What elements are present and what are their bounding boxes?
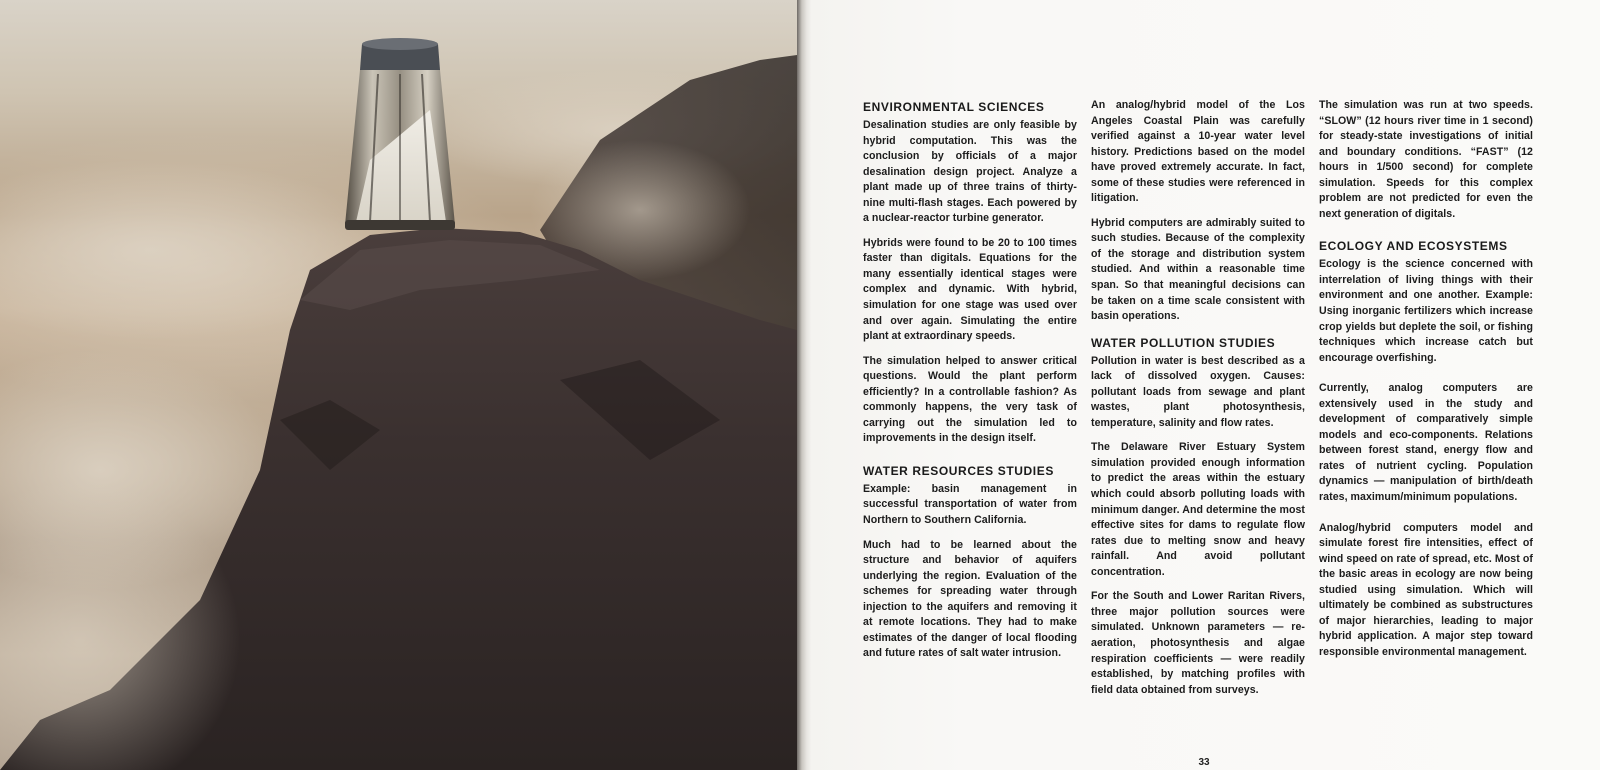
heading-water-pollution-studies: WATER POLLUTION STUDIES [1091, 335, 1276, 350]
page-number: 33 [1198, 757, 1210, 768]
text-column-2 [1091, 98, 1305, 707]
paragraph: An analog/hybrid model of the Los Angeles Coastal Plain was carefully verified against a 10-year water level history. Predictions based on the model have proved extremely accurate. In fact, some of these studies were referenced in litigation. [1091, 99, 1305, 205]
paragraph: Example: basin management in successful transportation of water from Northern to Southern California. [863, 482, 1077, 527]
paragraph: Hybrid computers are admirably suited to such studies. Because of the complexity of the storage and distribution system studied. And within a reasonable time span. So that meaningful decisions can be taken on a time scale consistent with basin operations. [1091, 216, 1305, 323]
paragraph: Analog/hybrid computers model and simulate forest fire intensities, effect of wind speed on rate of spread, etc. Most of the basic areas in ecology are now being studied using simulation. Which will ultimately be combined as substructures of major hierarchies, leading to major hybrid application. A major step toward responsible environmental management. [1319, 521, 1533, 658]
photo-illustration [0, 0, 797, 770]
paragraph: Desalination studies are only feasible by hybrid computation. This was the conclusion by officials of a major desalination design project. Analyze a plant made up of three trains of thirty-nine multi-flash stages. Each powered by a nuclear-reactor turbine generator. [863, 119, 1077, 225]
photo-salt-shaker-on-rock [0, 0, 797, 770]
heading-ecology-and-ecosystems: ECOLOGY AND ECOSYSTEMS [1319, 239, 1508, 254]
paragraph: Pollution in water is best described as a lack of dissolved oxygen. Causes: pollutant loads from sewage and plant wastes, plant photosynthesis, temperature, salinity and flow rates. [1091, 354, 1305, 429]
salt-shaker [345, 38, 455, 230]
paragraph: The Delaware River Estuary System simulation provided enough information to predict the areas within the estuary which could absorb polluting loads with minimum danger. And determine the most effective sites for dams to regulate flow rates due to melting snow and heavy rainfall. And avoid pollutant concentration. [1091, 441, 1305, 578]
heading-environmental-sciences: ENVIRONMENTAL SCIENCES [863, 100, 1045, 114]
paragraph: The simulation helped to answer critical questions. Would the plant perform efficiently? In a controllable fashion? As commonly happens, the very task of carrying out the simulation led to improvements in the design itself. [863, 354, 1077, 445]
paragraph: Currently, analog computers are extensively used in the study and development of comparatively simple models and eco-components. Relations between forest stand, energy flow and rates of nutrient cycling. Population dynamics — manipulation of birth/death rates, maximum/minimum populations. [1319, 382, 1533, 504]
text-page [811, 0, 1600, 770]
paragraph: Hybrids were found to be 20 to 100 times faster than digitals. Equations for the many essentially identical stages were complex and dynamic. With hybrid, simulation for one stage was used over and over again. Simulating the entire plant at extraordinary speeds. [863, 236, 1077, 343]
page-gutter [797, 0, 811, 770]
text-column-1 [863, 98, 1077, 671]
paragraph: The simulation was run at two speeds. “SLOW” (12 hours river time in 1 second) for steady-state investigations of initial and boundary conditions. “FAST” (12 hours in 1/500 second) for complete simulation. Speeds for this complex problem are not predicted for even the next generation of digitals. [1319, 99, 1533, 220]
paragraph: Ecology is the science concerned with interrelation of living things with their environment and one another. Example: Using inorganic fertilizers which increase crop yields but deplete the soil, or fishing techniques which increase catch but encourage overfishing. [1319, 258, 1533, 364]
paragraph: Much had to be learned about the structure and behavior of aquifers underlying the region. Evaluation of the schemes for spreading water through injection to the aquifers and removing it at remote locations. They had to make estimates of the danger of local flooding and future rates of salt water intrusion. [863, 538, 1077, 660]
heading-water-resources-studies: WATER RESOURCES STUDIES [863, 463, 1054, 478]
text-column-3 [1319, 98, 1533, 670]
paragraph: For the South and Lower Raritan Rivers, three major pollution sources were simulated. Unknown parameters — re-aeration, photosynthesis and algae respiration coefficients — were readily established, by matching profiles with field data obtained from surveys. [1091, 590, 1305, 696]
